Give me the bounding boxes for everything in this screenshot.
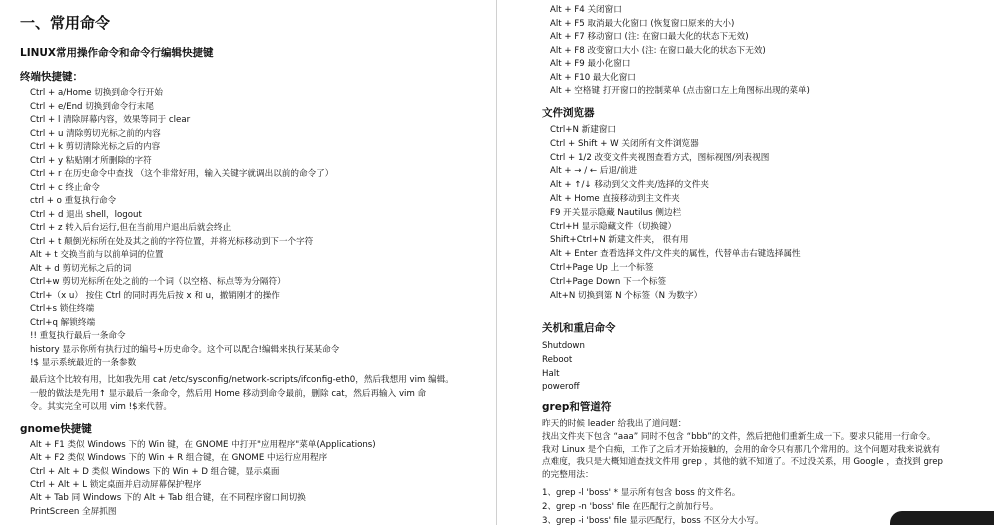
shortcut-line: Ctrl+（x u） 按住 Ctrl 的同时再先后按 x 和 u，撤销刚才的操作 (30, 290, 280, 301)
shortcut-line: Alt + F10 最大化窗口 (550, 72, 636, 83)
shortcut-line: Ctrl+N 新建窗口 (550, 125, 617, 135)
shortcut-line: Ctrl+q 解锁终端 (30, 317, 96, 328)
command-line: poweroff (542, 382, 580, 393)
shortcut-line: Shift+Ctrl+N 新建文件夹， 很有用 (550, 235, 689, 246)
terminal-heading: 终端快捷键： (20, 71, 83, 83)
shortcut-line: Alt + Enter 查看选择文件/文件夹的属性，代替单击右键选择属性 (550, 249, 801, 260)
shortcut-line: Ctrl+w 剪切光标所在处之前的一个词（以空格、标点等为分隔符） (30, 277, 286, 287)
shortcut-line: Alt+N 切换到第 N 个标签（N 为数字） (550, 290, 703, 301)
shutdown-heading: 关机和重启命令 (542, 322, 616, 334)
shortcut-line: Alt + 空格键 打开窗口的控制菜单 (点击窗口左上角图标出现的菜单) (550, 86, 810, 96)
shortcut-line: Ctrl + a/Home 切换到命令行开始 (30, 88, 163, 98)
shortcut-line: Ctrl + l 清除屏幕内容，效果等同于 clear (30, 115, 191, 125)
command-line: Reboot (542, 354, 573, 365)
overlay-corner (890, 511, 994, 525)
shortcut-line: Ctrl + Alt + L 锁定桌面并启动屏幕保护程序 (30, 479, 202, 490)
shortcut-line: Alt + F7 移动窗口 (注: 在窗口最大化的状态下无效) (550, 32, 749, 42)
shortcut-line: Ctrl + k 剪切清除光标之后的内容 (30, 142, 161, 152)
command-line: Shutdown (542, 341, 585, 351)
shortcut-line: Ctrl + u 清除剪切光标之前的内容 (30, 128, 161, 139)
command-line: Halt (542, 368, 560, 379)
shortcut-line: Alt + F8 改变窗口大小 (注: 在窗口最大化的状态下无效) (550, 45, 766, 56)
paragraph-line: 一般的做法是先用↑ 显示最后一条命令，然后用 Home 移动到命令最前，删除 cat，然后再输入 vim 命 (30, 388, 427, 399)
shortcut-line: Alt + Tab 同 Windows 下的 Alt + Tab 组合键，在不同程序窗口间切换 (30, 493, 306, 504)
shortcut-line: Alt + → / ← 后退/前进 (550, 166, 638, 177)
shortcut-line: Ctrl + 1/2 改变文件夹视图查看方式，图标视图/列表视图 (550, 152, 770, 163)
shortcut-line: PrintScreen 全屏抓图 (30, 506, 117, 517)
paragraph-line: 最后这个比较有用，比如我先用 cat /etc/sysconfig/network-scripts/ifconfig-eth0，然后我想用 vim 编辑。 (30, 375, 454, 385)
paragraph-line: 的完整用法： (542, 470, 594, 481)
paragraph-line: 点难度，我只是大概知道查找文件用 grep ，其他的就不知道了。不过没关系，用 Google ，查找到 grep (542, 457, 944, 468)
shortcut-line: ctrl + o 重复执行命令 (30, 196, 117, 206)
shortcut-line: Alt + F9 最小化窗口 (550, 59, 631, 69)
column-divider (496, 0, 497, 525)
shortcut-line: Ctrl+s 锁住终端 (30, 304, 95, 314)
shortcut-line: Ctrl + c 终止命令 (30, 182, 100, 193)
section-heading: LINUX常用操作命令和命令行编辑快捷键 (20, 47, 214, 59)
shortcut-line: Alt + d 剪切光标之后的词 (30, 263, 132, 274)
shortcut-line: Alt + F1 类似 Windows 下的 Win 键，在 GNOME 中打开"应用程序"菜单(Applications) (30, 440, 376, 450)
shortcut-line: Ctrl + y 粘贴刚才所删除的字符 (30, 155, 152, 166)
shortcut-line: Alt + ↑/↓ 移动到父文件夹/选择的文件夹 (550, 180, 709, 191)
page-title: 一、常用命令 (20, 14, 111, 32)
gnome-heading: gnome快捷键 (20, 423, 92, 435)
shortcut-line: Alt + F2 类似 Windows 下的 Win + R 组合键，在 GNOME 中运行应用程序 (30, 453, 328, 464)
paragraph-line: 找出文件夹下包含 “aaa” 同时不包含 “bbb”的文件，然后把他们重新生成一下。要求只能用一行命令。 (542, 431, 936, 442)
shortcut-line: Ctrl + t 颠倒光标所在处及其之前的字符位置，并将光标移动到下一个字符 (30, 236, 314, 247)
shortcut-line: Alt + Home 直接移动到主文件夹 (550, 194, 680, 204)
shortcut-line: !$ 显示系统最近的一条参数 (30, 358, 137, 368)
shortcut-line: history 显示你所有执行过的编号+历史命令。这个可以配合!编辑来执行某某命令 (30, 344, 340, 355)
grep-usage-line: 3、grep -i 'boss' file 显示匹配行，boss 不区分大小写。 (542, 515, 764, 526)
shortcut-line: Ctrl+H 显示隐藏文件（切换键） (550, 221, 677, 232)
shortcut-line: !! 重复执行最后一条命令 (30, 331, 126, 341)
grep-usage-line: 2、grep -n 'boss' file 在匹配行之前加行号。 (542, 501, 719, 512)
shortcut-line: Ctrl+Page Down 下一个标签 (550, 276, 667, 287)
paragraph-line: 我对 Linux 是个白痴，工作了之后才开始接触的，会用的命令只有那几个常用的。这个问题对我来说就有 (542, 444, 941, 455)
paragraph-line: 令。其实完全可以用 vim !$来代替。 (30, 402, 172, 412)
paragraph-line: 昨天的时候 leader 给我出了道问题： (542, 419, 687, 429)
grep-heading: grep和管道符 (542, 401, 612, 413)
shortcut-line: F9 开关显示隐藏 Nautilus 侧边栏 (550, 207, 682, 218)
shortcut-line: Ctrl + d 退出 shell，logout (30, 209, 142, 220)
shortcut-line: Alt + F4 关闭窗口 (550, 5, 622, 15)
shortcut-line: Ctrl + z 转入后台运行,但在当前用户退出后就会终止 (30, 223, 232, 233)
grep-usage-line: 1、grep -l 'boss' * 显示所有包含 boss 的文件名。 (542, 488, 741, 498)
shortcut-line: Ctrl+Page Up 上一个标签 (550, 263, 654, 273)
shortcut-line: Alt + F5 取消最大化窗口 (恢复窗口原来的大小) (550, 18, 735, 29)
browser-heading: 文件浏览器 (542, 107, 595, 119)
shortcut-line: Alt + t 交换当前与以前单词的位置 (30, 250, 164, 260)
shortcut-line: Ctrl + r 在历史命令中查找 （这个非常好用，输入关键字就调出以前的命令了） (30, 169, 334, 179)
shortcut-line: Ctrl + Shift + W 关闭所有文件浏览器 (550, 138, 699, 149)
shortcut-line: Ctrl + Alt + D 类似 Windows 下的 Win + D 组合键，显示桌面 (30, 466, 280, 477)
shortcut-line: Ctrl + e/End 切换到命令行末尾 (30, 101, 154, 112)
